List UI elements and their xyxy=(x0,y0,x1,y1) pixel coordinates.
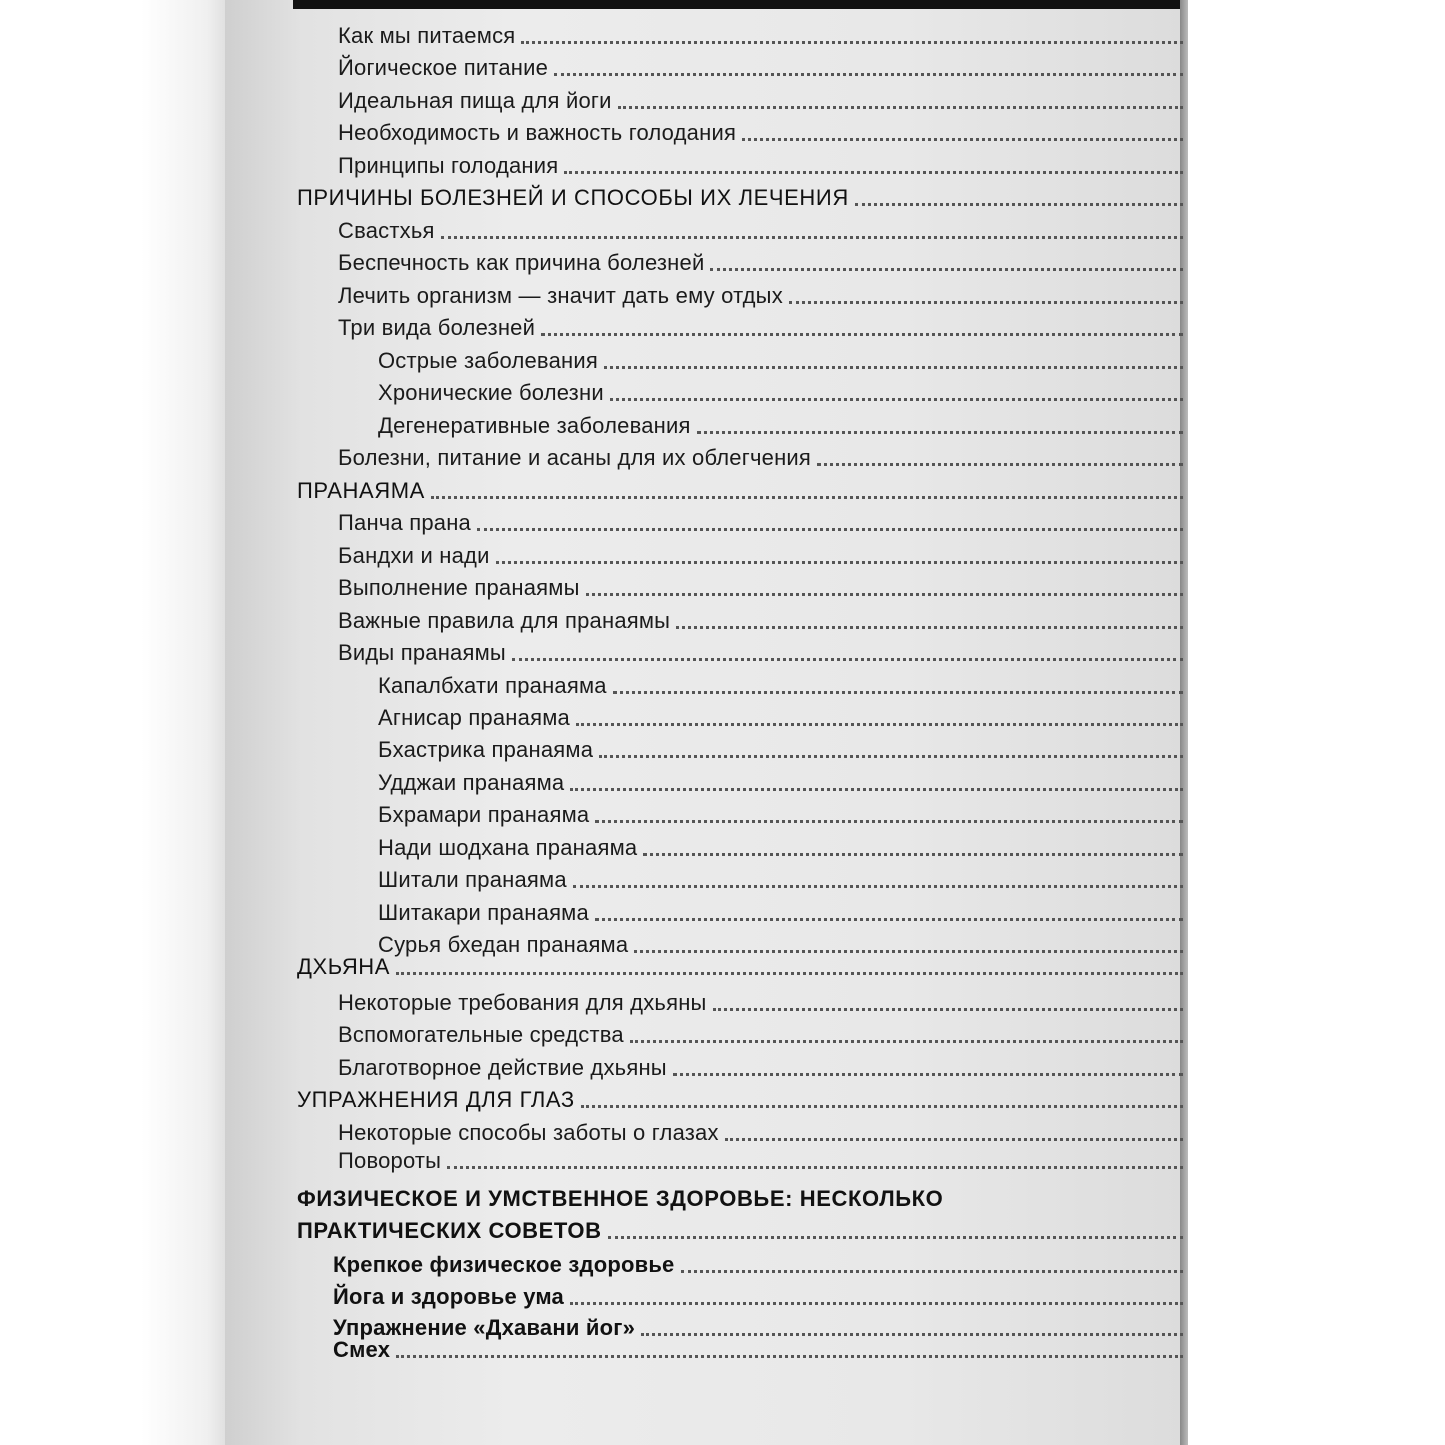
dot-leader xyxy=(618,106,1183,109)
dot-leader xyxy=(477,528,1183,531)
toc-entry: Смех xyxy=(333,1333,1183,1363)
dot-leader xyxy=(697,431,1183,434)
dot-leader xyxy=(710,268,1183,271)
toc-entry: Упражнение «Дхавани йог» xyxy=(333,1311,1183,1341)
toc-subentry: Удджаи пранаяма xyxy=(378,766,1183,796)
dot-leader xyxy=(431,496,1183,499)
dot-leader xyxy=(789,301,1183,304)
toc-entry: Важные правила для пранаямы xyxy=(338,604,1183,634)
dot-leader xyxy=(447,1166,1183,1169)
dot-leader xyxy=(676,626,1183,629)
toc-subentry: Острые заболевания xyxy=(378,344,1183,374)
toc-subentry: Хронические болезни xyxy=(378,376,1183,406)
toc-subentry: Бхастрика пранаяма xyxy=(378,733,1183,763)
toc-entry: Идеальная пища для йоги xyxy=(338,84,1183,114)
toc-entry: Крепкое физическое здоровье xyxy=(333,1248,1183,1278)
toc-section-heading: ПРАКТИЧЕСКИХ СОВЕТОВ xyxy=(297,1214,1183,1244)
dot-leader xyxy=(595,820,1183,823)
dot-leader xyxy=(396,1355,1183,1358)
toc-subentry: Бхрамари пранаяма xyxy=(378,798,1183,828)
toc-subentry: Агнисар пранаяма xyxy=(378,701,1183,731)
dot-leader xyxy=(576,723,1183,726)
toc-section-heading: ПРАНАЯМА xyxy=(297,474,1183,504)
toc-section-heading: ДХЬЯНА xyxy=(297,950,1183,980)
dot-leader xyxy=(396,972,1183,975)
toc-entry: Некоторые способы заботы о глазах xyxy=(338,1116,1183,1146)
toc-entry: Йогическое питание xyxy=(338,51,1183,81)
toc-subentry: Нади шодхана пранаяма xyxy=(378,831,1183,861)
dot-leader xyxy=(564,171,1183,174)
dot-leader xyxy=(681,1270,1184,1273)
toc-entry: Повороты xyxy=(338,1144,1183,1174)
dot-leader xyxy=(570,788,1183,791)
dot-leader xyxy=(673,1073,1183,1076)
toc-entry: Свастхья xyxy=(338,214,1183,244)
toc-subentry: Сурья бхедан пранаяма xyxy=(378,928,1183,958)
toc-section-heading: ПРИЧИНЫ БОЛЕЗНЕЙ И СПОСОБЫ ИХ ЛЕЧЕНИЯ xyxy=(297,181,1183,211)
dot-leader xyxy=(581,1105,1183,1108)
dot-leader xyxy=(630,1040,1183,1043)
dot-leader xyxy=(599,755,1183,758)
dot-leader xyxy=(608,1236,1183,1239)
toc-subentry: Шитакари пранаяма xyxy=(378,896,1183,926)
toc-entry: Выполнение пранаямы xyxy=(338,571,1183,601)
toc-entry: Беспечность как причина болезней xyxy=(338,246,1183,276)
toc-entry: Принципы голодания xyxy=(338,149,1183,179)
toc-subentry: Капалбхати пранаяма xyxy=(378,669,1183,699)
dot-leader xyxy=(595,918,1183,921)
dot-leader xyxy=(441,236,1183,239)
dot-leader xyxy=(570,1302,1183,1305)
dot-leader xyxy=(604,366,1183,369)
dot-leader xyxy=(742,138,1183,141)
toc-entry: Лечить организм — значит дать ему отдых xyxy=(338,279,1183,309)
toc-entry: Йога и здоровье ума xyxy=(333,1280,1183,1310)
toc-entry: Некоторые требования для дхьяны xyxy=(338,986,1183,1016)
toc-entry: Вспомогательные средства xyxy=(338,1018,1183,1048)
toc-subentry: Шитали пранаяма xyxy=(378,863,1183,893)
dot-leader xyxy=(855,203,1183,206)
toc-entry: Необходимость и важность голодания xyxy=(338,116,1183,146)
toc-section-heading: ФИЗИЧЕСКОЕ И УМСТВЕННОЕ ЗДОРОВЬЕ: НЕСКОЛЬКО xyxy=(297,1186,944,1211)
dot-leader xyxy=(512,658,1183,661)
dot-leader xyxy=(573,885,1183,888)
toc-section-heading: УПРАЖНЕНИЯ ДЛЯ ГЛАЗ xyxy=(297,1083,1183,1113)
dot-leader xyxy=(613,691,1183,694)
toc-entry: Как мы питаемся xyxy=(338,19,1183,49)
dot-leader xyxy=(643,853,1183,856)
dot-leader xyxy=(554,73,1183,76)
dot-leader xyxy=(725,1138,1183,1141)
toc-entry: Благотворное действие дхьяны xyxy=(338,1051,1183,1081)
toc-entry: Панча прана xyxy=(338,506,1183,536)
toc-entry: Три вида болезней xyxy=(338,311,1183,341)
toc-entry: Бандхи и нади xyxy=(338,539,1183,569)
toc-entry: Виды пранаямы xyxy=(338,636,1183,666)
dot-leader xyxy=(586,593,1183,596)
dot-leader xyxy=(610,398,1183,401)
toc-entry: Болезни, питание и асаны для их облегчения xyxy=(338,441,1183,471)
dot-leader xyxy=(817,463,1183,466)
dot-leader xyxy=(521,41,1183,44)
toc-subentry: Дегенеративные заболевания xyxy=(378,409,1183,439)
dot-leader xyxy=(541,333,1183,336)
dot-leader xyxy=(713,1008,1183,1011)
dot-leader xyxy=(496,561,1183,564)
